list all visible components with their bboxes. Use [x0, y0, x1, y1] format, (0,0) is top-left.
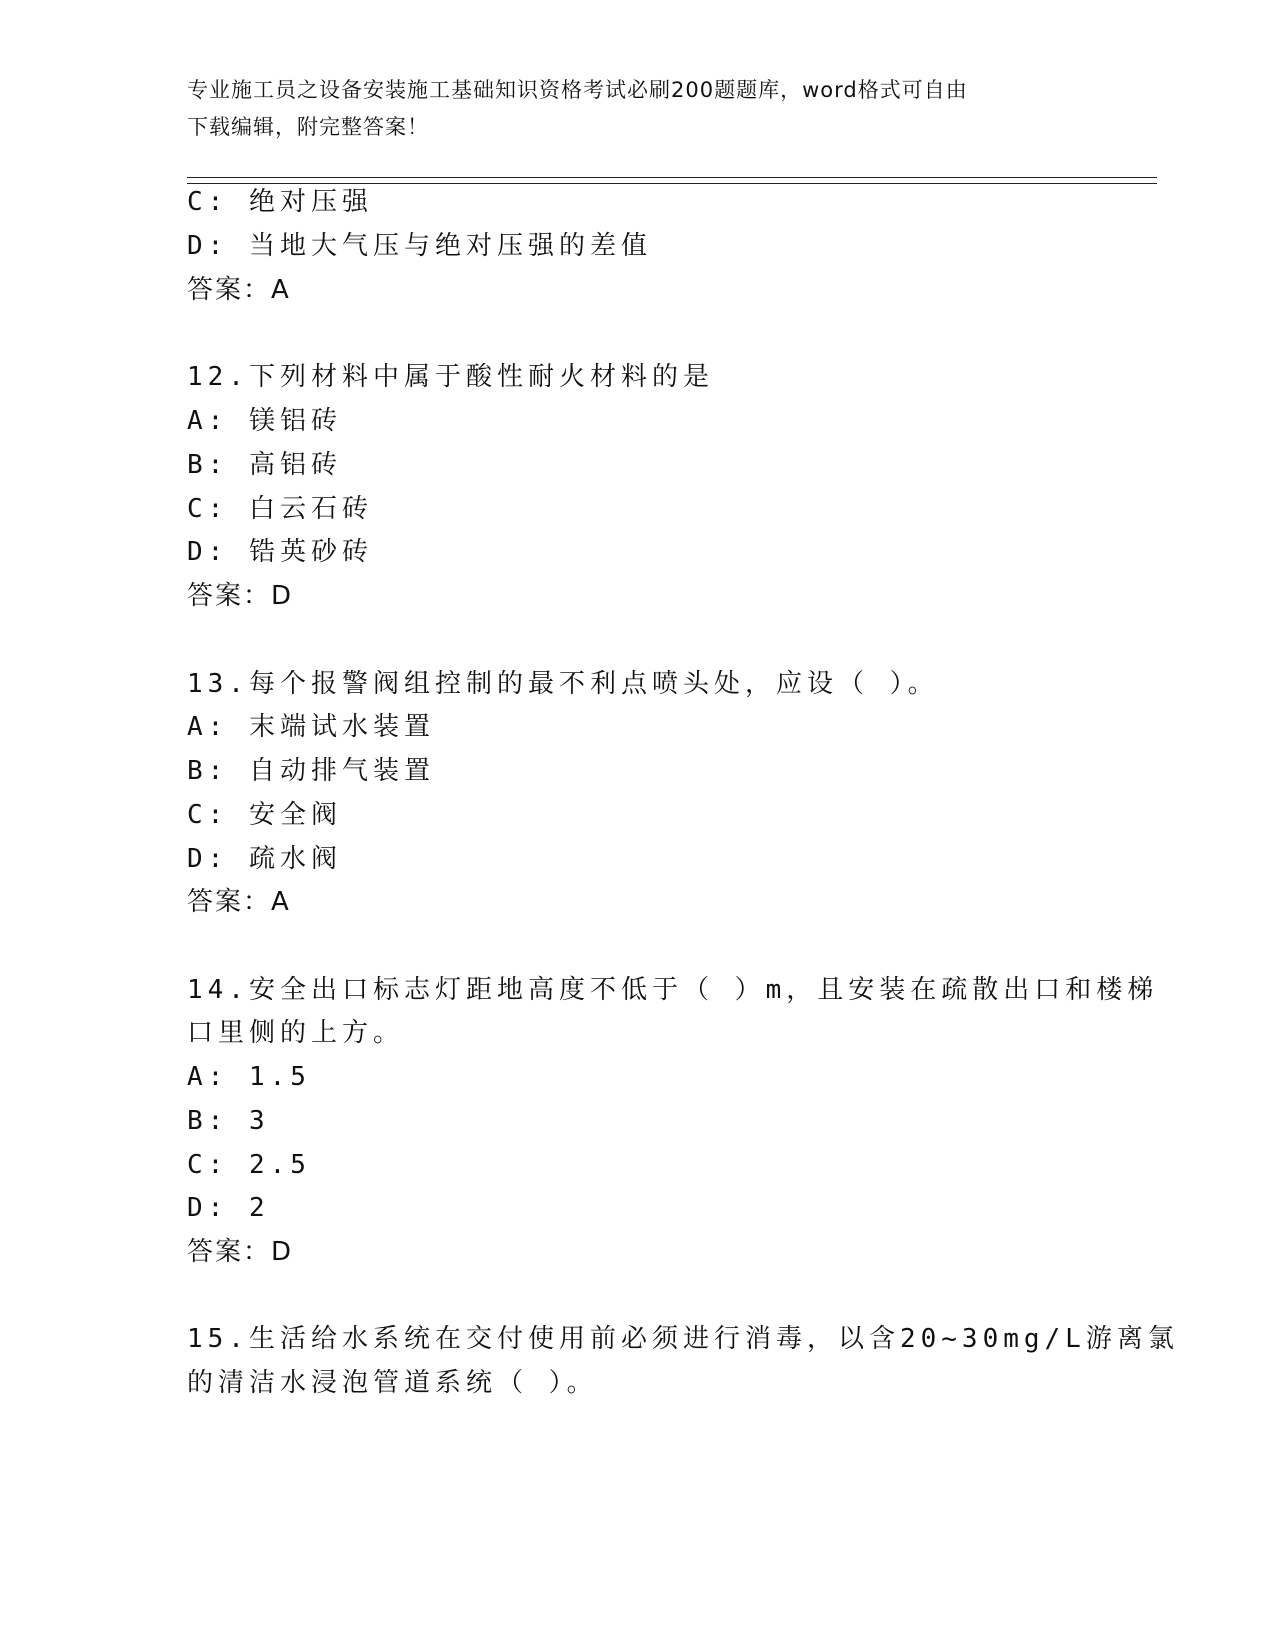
q13-option-a: A: 末端试水装置 — [187, 712, 435, 742]
q12-option-b: B: 高铝砖 — [187, 450, 342, 480]
header-title-line-1: 专业施工员之设备安装施工基础知识资格考试必刷200题题库，word格式可自由 — [187, 78, 968, 102]
q12-answer: 答案：D — [187, 581, 294, 611]
q14-option-b: B: 3 — [187, 1106, 270, 1136]
q15-stem-line-2: 的清洁水浸泡管道系统（ ）。 — [187, 1368, 598, 1398]
q13-stem: 13.每个报警阀组控制的最不利点喷头处，应设（ ）。 — [187, 669, 939, 699]
q13-answer: 答案：A — [187, 887, 291, 917]
prev-question-option-d: D: 当地大气压与绝对压强的差值 — [187, 231, 652, 261]
header-divider-top — [187, 177, 1157, 178]
q14-stem-line-2: 口里侧的上方。 — [187, 1018, 405, 1048]
q14-option-c: C: 2.5 — [187, 1150, 311, 1180]
q14-answer: 答案：D — [187, 1237, 294, 1267]
prev-question-option-c: C: 绝对压强 — [187, 187, 373, 217]
q13-option-d: D: 疏水阀 — [187, 844, 342, 874]
q13-option-b: B: 自动排气装置 — [187, 756, 435, 786]
q12-option-a: A: 镁铝砖 — [187, 406, 342, 436]
q14-option-a: A: 1.5 — [187, 1062, 311, 1092]
q13-option-c: C: 安全阀 — [187, 800, 342, 830]
document-header — [187, 72, 1067, 146]
q12-option-d: D: 锆英砂砖 — [187, 537, 373, 567]
q15-stem-line-1: 15.生活给水系统在交付使用前必须进行消毒，以含20~30mg/L游离氯 — [187, 1324, 1179, 1354]
q14-option-d: D: 2 — [187, 1193, 270, 1223]
q12-stem: 12.下列材料中属于酸性耐火材料的是 — [187, 362, 714, 392]
header-title-line-2: 下载编辑，附完整答案！ — [187, 115, 429, 139]
prev-question-answer: 答案：A — [187, 275, 291, 305]
q14-stem-line-1: 14.安全出口标志灯距地高度不低于（ ）m，且安装在疏散出口和楼梯 — [187, 975, 1159, 1005]
q12-option-c: C: 白云石砖 — [187, 494, 373, 524]
header-divider-bottom — [187, 183, 1157, 184]
